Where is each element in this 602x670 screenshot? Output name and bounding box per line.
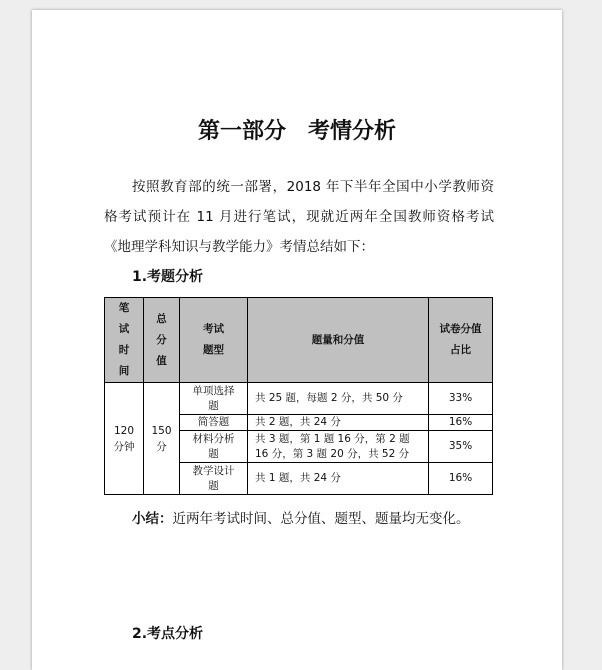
cell-ratio: 35% — [429, 431, 493, 463]
cell-ratio: 33% — [429, 383, 493, 415]
summary-label: 小结： — [132, 511, 173, 527]
cell-detail: 共 25 题，每题 2 分，共 50 分 — [248, 383, 429, 415]
document-page — [32, 10, 562, 670]
exam-structure-table — [104, 297, 493, 495]
cell-total-score: 150 分 — [144, 383, 180, 495]
header-quantity-score: 题量和分值 — [248, 298, 429, 383]
cell-detail: 共 1 题，共 24 分 — [248, 463, 429, 495]
cell-type: 材料分析题 — [180, 431, 248, 463]
cell-ratio: 16% — [429, 415, 493, 431]
cell-exam-time: 120 分钟 — [105, 383, 144, 495]
page-title: 第一部分 考情分析 — [197, 119, 396, 144]
summary-text: 近两年考试时间、总分值、题型、题量均无变化。 — [172, 511, 470, 527]
header-question-type: 考试题型 — [180, 298, 248, 383]
cell-type: 教学设计题 — [180, 463, 248, 495]
summary-line — [132, 507, 470, 527]
cell-type: 简答题 — [180, 415, 248, 431]
cell-detail: 共 3 题，第 1 题 16 分，第 2 题 16 分，第 3 题 20 分，共 52 分 — [248, 431, 429, 463]
cell-type: 单项选择题 — [180, 383, 248, 415]
table-header-row — [105, 298, 493, 383]
cell-ratio: 16% — [429, 463, 493, 495]
section-heading-exam-analysis: 1.考题分析 — [132, 269, 204, 285]
intro-paragraph: 按照教育部的统一部署，2018 年下半年全国中小学教师资格考试预计在 11 月进行笔试，现就近两年全国教师资格考试《地理学科知识与教学能力》考情总结如下： — [104, 179, 494, 255]
header-score-ratio: 试卷分值占比 — [429, 298, 493, 383]
cell-detail: 共 2 题，共 24 分 — [248, 415, 429, 431]
header-total-score: 总分值 — [144, 298, 180, 383]
header-exam-time: 笔试时间 — [105, 298, 144, 383]
table-row — [105, 383, 493, 415]
section-heading-topic-analysis: 2.考点分析 — [132, 626, 204, 642]
